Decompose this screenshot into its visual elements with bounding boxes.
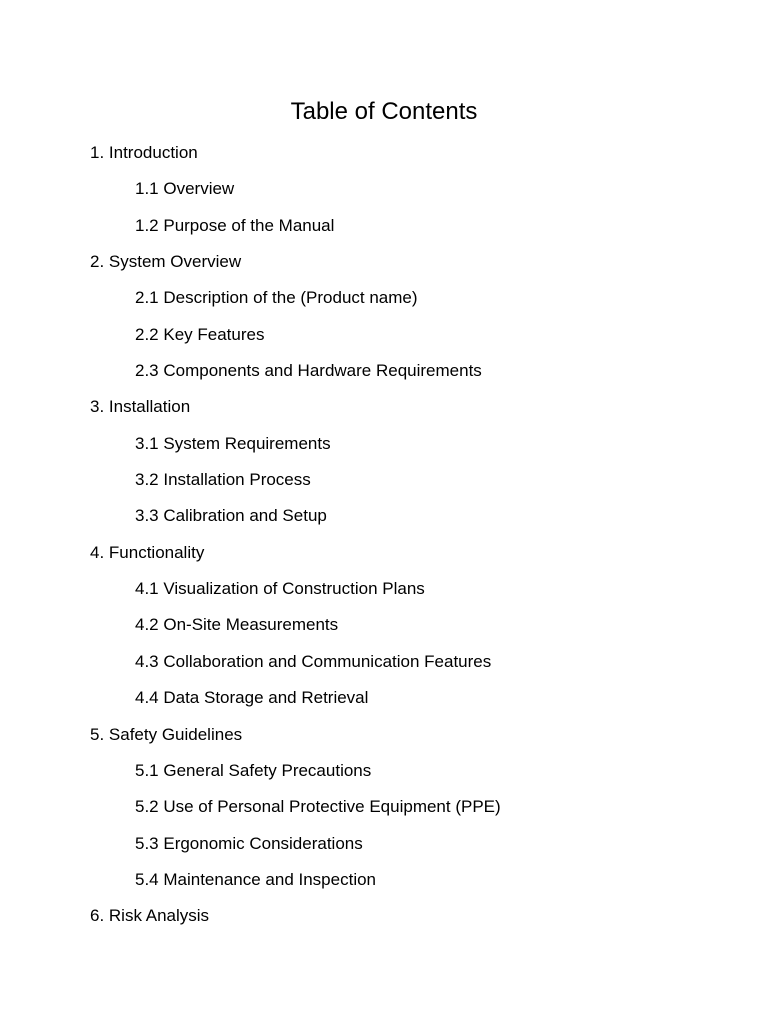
page-title: Table of Contents [290,98,478,125]
toc-entry: 4.3 Collaboration and Communication Features [135,651,492,671]
toc-entry: 1.2 Purpose of the Manual [135,215,335,235]
toc-entry: 3.1 System Requirements [135,433,331,453]
toc-entry: 2. System Overview [90,252,242,272]
toc-entry: 4.1 Visualization of Construction Plans [135,579,425,599]
toc-entry: 2.1 Description of the (Product name) [135,288,418,308]
toc-entry: 6. Risk Analysis [90,906,210,926]
toc-entry: 5.3 Ergonomic Considerations [135,833,363,853]
toc-entry: 3. Installation [90,397,191,417]
toc-entry: 2.2 Key Features [135,324,265,344]
toc-entry: 3.3 Calibration and Setup [135,506,327,526]
toc-entry: 5. Safety Guidelines [90,724,243,744]
toc-entry: 5.1 General Safety Precautions [135,760,372,780]
toc-entry: 4.2 On-Site Measurements [135,615,339,635]
toc-entry: 3.2 Installation Process [135,470,311,490]
toc-entry: 4.4 Data Storage and Retrieval [135,688,369,708]
toc-entry: 5.2 Use of Personal Protective Equipment (PPE) [135,797,501,817]
toc-entry: 1. Introduction [90,143,198,162]
toc-entry: 2.3 Components and Hardware Requirements [135,361,482,381]
toc-entry: 5.4 Maintenance and Inspection [135,869,377,889]
table-of-contents [0,135,768,935]
toc-entry: 4. Functionality [90,542,205,562]
toc-entry: 1.1 Overview [135,179,235,199]
